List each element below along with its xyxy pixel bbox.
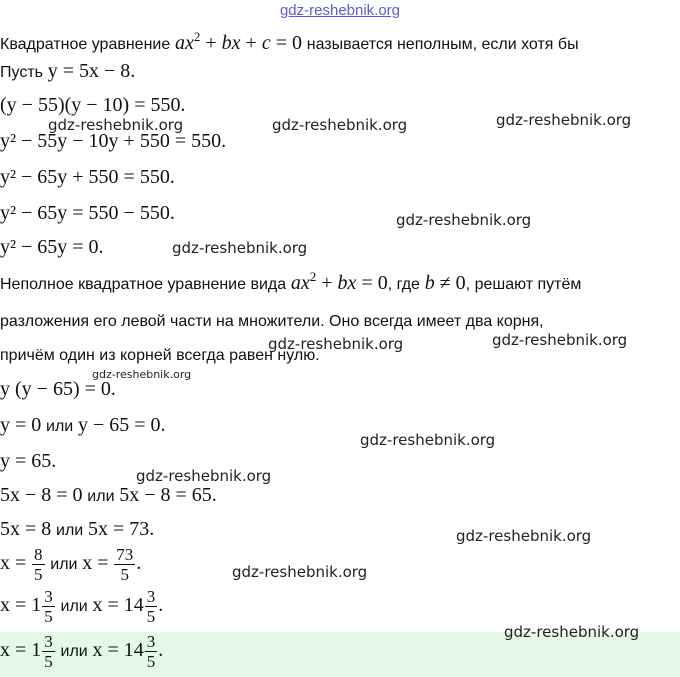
watermark: gdz-reshebnik.org <box>396 211 532 229</box>
linear-b: 5x = 73. <box>87 518 155 540</box>
fraction-numerator: 3 <box>44 587 53 606</box>
fraction-denominator: 5 <box>146 607 156 626</box>
watermark: gdz-reshebnik.org <box>48 116 184 134</box>
answer-line <box>0 633 163 670</box>
intro-line <box>0 29 579 55</box>
watermark: gdz-reshebnik.org <box>136 467 272 485</box>
fraction-x-eq: x = <box>0 551 27 574</box>
header-watermark-link[interactable]: gdz-reshebnik.org <box>279 2 401 19</box>
fraction-8-5 <box>32 546 45 583</box>
mixed-fraction-1 <box>42 588 55 625</box>
fraction-denominator: 5 <box>44 607 53 626</box>
roots-line <box>0 414 166 437</box>
step-2: y² − 55y − 10y + 550 = 550. <box>0 130 227 152</box>
or-word: или <box>50 555 78 573</box>
linear-line <box>0 518 154 541</box>
substitution-prefix: Пусть <box>0 64 43 81</box>
or-word: или <box>56 522 84 539</box>
watermark: gdz-reshebnik.org <box>504 623 640 641</box>
mixed-number-line <box>0 588 163 625</box>
rule-mid: , где <box>387 276 420 293</box>
factor-line: y (y − 65) = 0. <box>0 378 116 400</box>
rule-line-2: разложения его левой части на множители. Оно всегда имеет два корня, <box>0 313 544 330</box>
watermark: gdz-reshebnik.org <box>360 431 496 449</box>
answer-fraction-2 <box>145 633 158 670</box>
rule-condition: b ≠ 0 <box>424 272 466 294</box>
fraction-end: . <box>136 551 142 574</box>
rule-equation: $ax^2$ + bx = 0 <box>290 269 388 294</box>
mixed-end: . <box>158 593 164 616</box>
watermark: gdz-reshebnik.org <box>496 111 632 129</box>
linear-a: 5x = 8 <box>0 518 52 540</box>
fraction-denominator: 5 <box>146 652 156 671</box>
fraction-denominator: 5 <box>44 652 53 671</box>
step-1: (y − 55)(y − 10) = 550. <box>0 94 186 116</box>
watermark: gdz-reshebnik.org <box>492 331 628 349</box>
fraction-numerator: 3 <box>44 632 53 651</box>
watermark: gdz-reshebnik.org <box>272 116 408 134</box>
fraction-x-eq-2: x = <box>82 551 109 574</box>
intro-prefix: Квадратное уравнение <box>0 36 171 53</box>
watermark: gdz-reshebnik.org <box>456 527 592 545</box>
fraction-numerator: 3 <box>146 587 156 606</box>
rule-line-3: причём один из корней всегда равен нулю. <box>0 347 320 364</box>
answer-x-eq-1: x = 1 <box>0 638 42 661</box>
substitution-line <box>0 60 135 83</box>
fraction-73-5 <box>114 546 135 583</box>
fraction-numerator: 73 <box>116 545 134 564</box>
fraction-numerator: 8 <box>34 545 43 564</box>
or-word: или <box>60 597 88 615</box>
rule-line-1 <box>0 269 582 295</box>
back-substitution-line <box>0 484 217 507</box>
watermark: gdz-reshebnik.org <box>92 368 192 381</box>
step-5: y² − 65y = 0. <box>0 236 104 258</box>
back-b: 5x − 8 = 65. <box>119 484 217 506</box>
fraction-denominator: 5 <box>120 565 129 584</box>
intro-suffix: называется неполным, если хотя бы <box>306 36 579 53</box>
answer-end: . <box>158 638 164 661</box>
mixed-x-eq-1: x = 1 <box>0 593 42 616</box>
intro-equation: $ax^2$ + bx + c = 0 <box>174 29 302 54</box>
watermark: gdz-reshebnik.org <box>172 239 308 257</box>
step-4: y² − 65y = 550 − 550. <box>0 202 175 224</box>
mixed-fraction-2 <box>145 588 158 625</box>
rule-prefix: Неполное квадратное уравнение вида <box>0 276 287 293</box>
substitution-equation: y = 5x − 8. <box>47 60 136 82</box>
root-b: y − 65 = 0. <box>77 414 166 436</box>
or-word: или <box>87 488 115 505</box>
rule-suffix: , решают путём <box>465 276 582 293</box>
fraction-denominator: 5 <box>34 565 43 584</box>
mixed-x-eq-14: x = 14 <box>92 593 144 616</box>
watermark: gdz-reshebnik.org <box>268 335 404 353</box>
watermark: gdz-reshebnik.org <box>232 563 368 581</box>
back-a: 5x − 8 = 0 <box>0 484 83 506</box>
root-a: y = 0 <box>0 414 42 436</box>
or-word: или <box>60 642 88 660</box>
answer-fraction-1 <box>42 633 55 670</box>
fraction-line <box>0 546 141 583</box>
or-word: или <box>46 418 74 435</box>
fraction-numerator: 3 <box>146 632 156 651</box>
y-value-line: y = 65. <box>0 450 57 472</box>
answer-x-eq-14: x = 14 <box>92 638 144 661</box>
step-3: y² − 65y + 550 = 550. <box>0 166 175 188</box>
